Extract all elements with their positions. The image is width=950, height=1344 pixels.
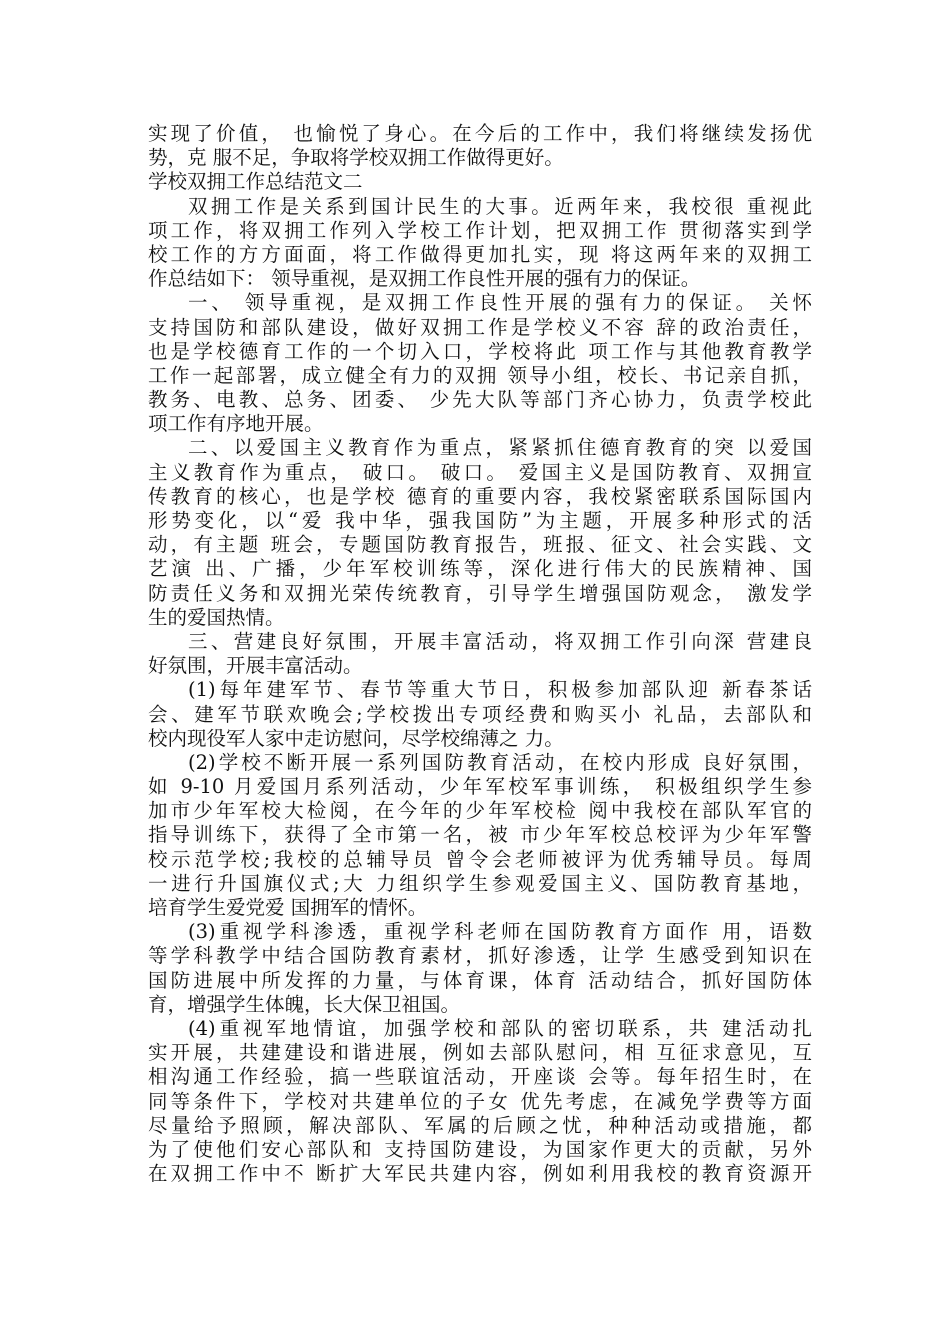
text-line: 作总结如下： 领导重视，是双拥工作良性开展的强有力的保证。 [148, 267, 701, 291]
text-line: 主义教育作为重点， 破口。 破口。 爱国主义是国防教育、双拥宣 [148, 460, 812, 484]
text-line: 校内现役军人家中走访慰问，尽学校绵薄之 力。 [148, 726, 564, 750]
text-line: 势，克 服不足，争取将学校双拥工作做得更好。 [148, 146, 564, 170]
text-line: 尽量给予照顾，解决部队、军属的后顾之忧，种种活动或措施，都 [148, 1113, 812, 1137]
text-line: 生的爱国热情。 [148, 605, 285, 629]
text-line: 一、 领导重视，是双拥工作良性开展的强有力的保证。 关怀 [188, 291, 812, 315]
text-line: 加市少年军校大检阅，在今年的少年军校检 阅中我校在部队军官的 [148, 799, 812, 823]
text-line: 一进行升国旗仪式;大 力组织学生参观爱国主义、国防教育基地， [148, 871, 812, 895]
text-line: (3)重视学科渗透，重视学科老师在国防教育方面作 用，语数 [188, 920, 812, 944]
text-line: 等学科教学中结合国防教育素材，抓好渗透，让学 生感受到知识在 [148, 944, 812, 968]
text-line: (1)每年建军节、春节等重大节日，积极参加部队迎 新春茶话 [188, 678, 812, 702]
document-page [148, 122, 812, 1186]
text-line: 双拥工作是关系到国计民生的大事。近两年来，我校很 重视此 [188, 194, 812, 218]
text-line: 项工作有序地开展。 [148, 412, 324, 436]
text-line: 实现了价值， 也愉悦了身心。在今后的工作中，我们将继续发扬优 [148, 122, 812, 145]
text-line: 指导训练下，获得了全市第一名，被 市少年军校总校评为少年军警 [148, 823, 812, 847]
text-line: 二、以爱国主义教育作为重点，紧紧抓住德育教育的突 以爱国 [188, 436, 812, 460]
text-line: 项工作，将双拥工作列入学校工作计划，把双拥工作 贯彻落实到学 [148, 218, 812, 242]
text-line: (2)学校不断开展一系列国防教育活动，在校内形成 良好氛围， [188, 750, 812, 774]
text-line: 如 9-10 月爱国月系列活动，少年军校军事训练， 积极组织学生参 [148, 775, 812, 799]
text-line: 也是学校德育工作的一个切入口，学校将此 项工作与其他教育教学 [148, 339, 812, 363]
text-line: 培育学生爱党爱 国拥军的情怀。 [148, 896, 428, 919]
text-line: 形势变化，以“爱 我中华，强我国防”为主题，开展多种形式的活 [148, 509, 812, 532]
text-line: 同等条件下，学校对共建单位的子女 优先考虑，在减免学费等方面 [148, 1089, 812, 1113]
text-line: 学校双拥工作总结范文二 [148, 170, 363, 194]
text-line: 国防进展中所发挥的力量，与体育课，体育 活动结合，抓好国防体 [148, 968, 812, 992]
text-line: (4)重视军地情谊，加强学校和部队的密切联系，共 建活动扎 [188, 1016, 812, 1040]
text-line: 校示范学校;我校的总辅导员 曾令会老师被评为优秀辅导员。每周 [148, 847, 812, 871]
text-line: 支持国防和部队建设，做好双拥工作是学校义不容 辞的政治责任， [148, 315, 812, 339]
text-line: 育，增强学生体魄，长大保卫祖国。 [148, 992, 461, 1016]
text-line: 防责任义务和双拥光荣传统教育，引导学生增强国防观念， 激发学 [148, 581, 812, 605]
text-line: 艺演 出、广播，少年军校训练等，深化进行伟大的民族精神、国 [148, 557, 812, 581]
text-line: 工作一起部署，成立健全有力的双拥 领导小组，校长、书记亲自抓， [148, 363, 812, 387]
text-line: 好氛围，开展丰富活动。 [148, 654, 363, 678]
text-line: 校工作的方方面面，将工作做得更加扎实，现 将这两年来的双拥工 [148, 242, 812, 266]
text-line: 会、建军节联欢晚会;学校拨出专项经费和购买小 礼品，去部队和 [148, 702, 812, 726]
text-line: 动，有主题 班会，专题国防教育报告，班报、征文、社会实践、文 [148, 533, 812, 557]
text-line: 在双拥工作中不 断扩大军民共建内容，例如利用我校的教育资源开 [148, 1162, 812, 1186]
text-line: 教务、电教、总务、团委、 少先大队等部门齐心协力，负责学校此 [148, 388, 812, 412]
text-line: 传教育的核心，也是学校 德育的重要内容，我校紧密联系国际国内 [148, 484, 812, 508]
text-line: 实开展，共建建设和谐进展，例如去部队慰问，相 互征求意见，互 [148, 1041, 812, 1065]
text-line: 相沟通工作经验，搞一些联谊活动，开座谈 会等。每年招生时，在 [148, 1065, 812, 1089]
text-line: 为了使他们安心部队和 支持国防建设，为国家作更大的贡献，另外 [148, 1137, 812, 1161]
text-line: 三、营建良好氛围，开展丰富活动，将双拥工作引向深 营建良 [188, 629, 812, 653]
